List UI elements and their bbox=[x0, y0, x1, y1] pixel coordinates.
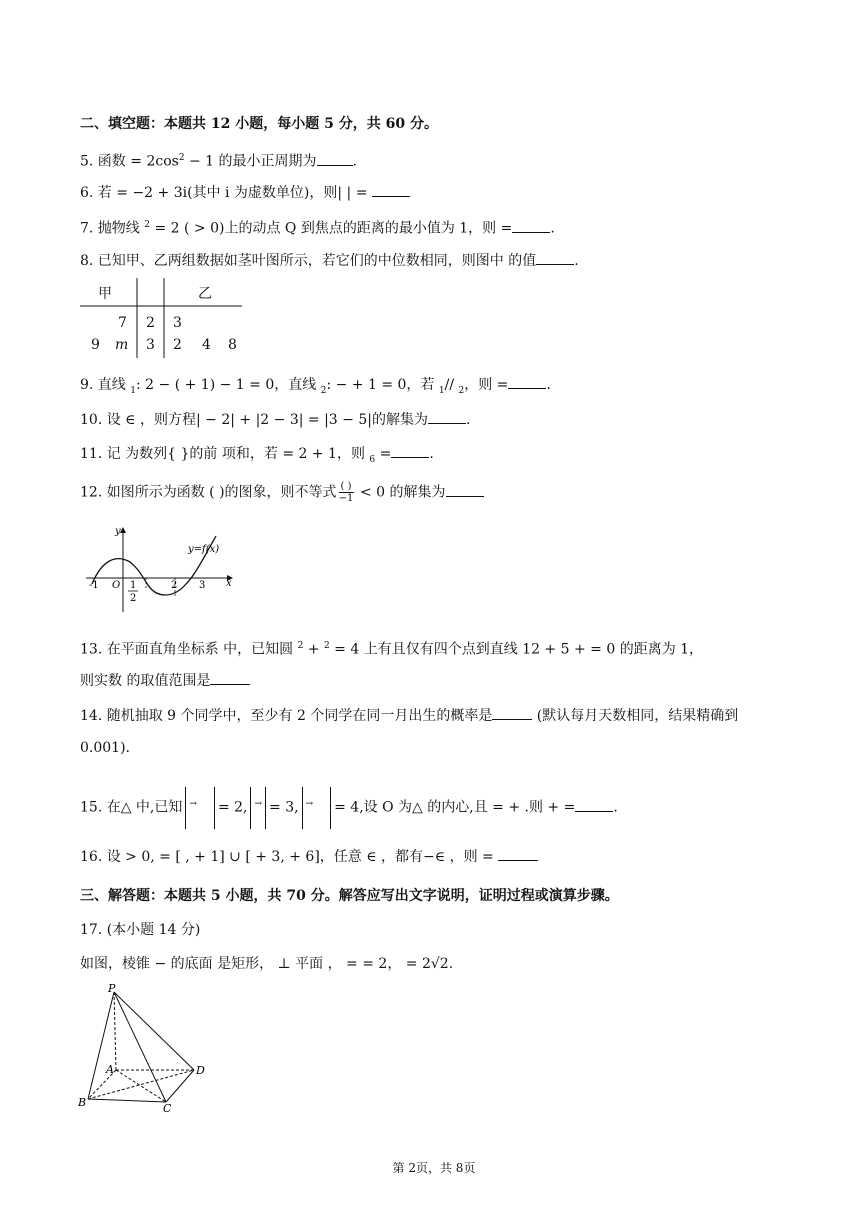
answer-blank[interactable] bbox=[428, 409, 466, 424]
stem-cell: 2 bbox=[146, 315, 155, 331]
vertex-label-D: D bbox=[196, 1064, 205, 1077]
question-9 bbox=[80, 374, 551, 401]
q13-sup: 2 bbox=[324, 641, 330, 651]
answer-blank[interactable] bbox=[536, 250, 574, 265]
answer-blank[interactable] bbox=[317, 151, 353, 166]
question-11 bbox=[80, 443, 434, 470]
q12-fraction bbox=[339, 481, 354, 504]
edge-PA bbox=[114, 992, 116, 1070]
edge-BD bbox=[88, 1070, 194, 1099]
y-axis-label: y bbox=[115, 526, 121, 537]
abs-bar bbox=[250, 787, 251, 829]
stem-leaf-cell: 7 bbox=[118, 315, 127, 331]
question-15 bbox=[80, 782, 618, 830]
q7-text: 7. 抛物线 bbox=[80, 220, 145, 237]
q9-end: . bbox=[546, 377, 551, 393]
q5-end: . bbox=[352, 153, 357, 170]
vector-arrow: → bbox=[189, 799, 197, 809]
abs-bar bbox=[185, 787, 186, 829]
function-graph bbox=[82, 522, 242, 614]
q9-sub: 1 bbox=[130, 385, 136, 396]
question-14 bbox=[80, 705, 738, 726]
q9-text-3: : − + 1 = 0，若 bbox=[326, 377, 439, 393]
stem-leaf-cell: 9 bbox=[91, 337, 100, 353]
q8-end: . bbox=[574, 253, 579, 269]
q11-text: 11. 记 为数列{ }的前 项和，若 = 2 + 1，则 bbox=[80, 446, 370, 462]
section-heading-solutions: 三、解答题：本题共 5 小题，共 70 分。解答应写出文字说明，证明过程或演算步骤。 bbox=[80, 888, 619, 904]
fraction-numerator: ( ) bbox=[340, 481, 352, 492]
answer-blank[interactable] bbox=[575, 797, 613, 812]
pyramid-figure bbox=[78, 982, 208, 1112]
tick-label: 3 bbox=[199, 580, 206, 591]
q10-end: . bbox=[465, 412, 471, 428]
section-heading-fill-in: 二、填空题：本题共 12 小题，每小题 5 分，共 60 分。 bbox=[80, 116, 438, 132]
edge-PD bbox=[114, 992, 194, 1070]
tick-label: 2 bbox=[171, 580, 178, 591]
question-17 bbox=[80, 954, 453, 974]
question-8 bbox=[80, 250, 579, 271]
question-5 bbox=[80, 148, 357, 172]
q11-text-2: = bbox=[375, 446, 392, 462]
q9-sub: 2 bbox=[458, 385, 465, 396]
vertex-label-A: A bbox=[106, 1063, 114, 1076]
question-16 bbox=[80, 846, 538, 867]
x-axis-label: x bbox=[226, 578, 232, 589]
question-13-cont bbox=[80, 670, 250, 691]
vector-arrow: → bbox=[254, 799, 263, 809]
question-10 bbox=[80, 409, 470, 430]
q11-sub: 6 bbox=[369, 454, 376, 465]
question-6 bbox=[80, 182, 410, 203]
q15-text-4: = 4,设 O 为△ 的内心,且 = + .则 + = bbox=[334, 799, 576, 816]
fraction-denominator: −1 bbox=[338, 493, 354, 504]
q9-text-2: : 2 − ( + 1) − 1 = 0，直线 bbox=[136, 377, 321, 393]
q17-sqrt: √2 bbox=[430, 956, 449, 972]
edge-PC bbox=[114, 992, 166, 1102]
q15-text-2: = 2, bbox=[217, 799, 248, 816]
edge-BC bbox=[88, 1099, 166, 1102]
stem-leaf-plot bbox=[80, 278, 250, 358]
q5-text-2: − 1 的最小正周期为 bbox=[184, 153, 317, 170]
answer-blank[interactable] bbox=[391, 443, 429, 458]
q17-text: 如图，棱锥 − 的底面 是矩形， ⊥ 平面 ， = = 2， = 2 bbox=[80, 956, 431, 972]
q14-text: 14. 随机抽取 9 个同学中，至少有 2 个同学在同一月出生的概率是 bbox=[80, 708, 493, 724]
vertex-label-B: B bbox=[78, 1096, 87, 1109]
answer-blank[interactable] bbox=[446, 482, 484, 497]
abs-bar bbox=[330, 787, 331, 829]
q9-text-4: // bbox=[444, 377, 459, 393]
q17-end: . bbox=[448, 956, 454, 972]
answer-blank[interactable] bbox=[512, 218, 550, 233]
q9-text-5: ，则 = bbox=[464, 377, 509, 393]
q7-sup: 2 bbox=[144, 220, 150, 230]
q13-text-2: + bbox=[303, 641, 324, 658]
q7-end: . bbox=[550, 220, 555, 237]
q9-sub: 1 bbox=[438, 385, 445, 396]
q10-text: 10. 设 ∈ ，则方程| − 2| + |2 − 3| = |3 − 5|的解集为 bbox=[80, 412, 428, 428]
q15-text: 15. 在△ 中,已知 bbox=[80, 799, 183, 816]
q5-text: 5. 函数 bbox=[80, 153, 131, 170]
stem-left-header: 甲 bbox=[98, 286, 112, 302]
question-7 bbox=[80, 215, 555, 239]
answer-blank[interactable] bbox=[498, 846, 538, 861]
answer-blank[interactable] bbox=[492, 705, 532, 720]
q8-text: 8. 已知甲、乙两组数据如茎叶图所示，若它们的中位数相同，则图中 的值 bbox=[80, 253, 537, 269]
q7-text-2: = 2 ( > 0)上的动点 Q 到焦点的距离的最小值为 1，则 = bbox=[150, 220, 513, 237]
tick-label: -1 bbox=[89, 580, 99, 591]
abs-bar bbox=[265, 787, 266, 829]
q12-text: 12. 如图所示为函数 ( )的图象，则不等式 bbox=[80, 484, 337, 501]
q13-text-4: 则实数 的取值范围是 bbox=[80, 673, 211, 689]
answer-blank[interactable] bbox=[210, 670, 250, 685]
question-13 bbox=[80, 636, 703, 660]
q14-text-2: (默认每月天数相同，结果精确到 bbox=[532, 708, 739, 724]
abs-bar bbox=[302, 787, 303, 829]
edge-PB bbox=[88, 992, 114, 1099]
q15-text-3: = 3, bbox=[269, 799, 299, 816]
stem-leaf-cell: 3 bbox=[173, 315, 182, 331]
stem-leaf-cell: 4 bbox=[202, 337, 211, 353]
answer-blank[interactable] bbox=[372, 182, 410, 197]
q13-sup: 2 bbox=[297, 641, 304, 651]
q5-sup: 2 bbox=[178, 153, 185, 163]
page-footer: 第 2页，共 8页 bbox=[392, 1161, 476, 1175]
stem-cell: 3 bbox=[146, 337, 155, 353]
stem-right-header: 乙 bbox=[198, 286, 212, 302]
q13-text-3: = 4 上有且仅有四个点到直线 12 + 5 + = 0 的距离为 1， bbox=[329, 641, 704, 658]
origin-label: O bbox=[112, 580, 121, 591]
q15-end: . bbox=[613, 799, 618, 816]
q12-text-2: < 0 的解集为 bbox=[355, 484, 446, 501]
abs-bar bbox=[214, 787, 215, 829]
edge-CD bbox=[166, 1070, 194, 1102]
tick-label: 2 bbox=[130, 593, 137, 604]
stem-leaf-cell: m bbox=[115, 337, 129, 353]
q6-text: 6. 若 = −2 + 3i(其中 i 为虚数单位)，则| | = bbox=[80, 185, 372, 201]
stem-leaf-cell: 8 bbox=[228, 337, 237, 353]
q13-text: 13. 在平面直角坐标系 中，已知圆 bbox=[80, 641, 298, 658]
q9-text: 9. 直线 bbox=[80, 377, 131, 393]
q16-text: 16. 设 > 0, = [ , + 1] ∪ [ + 3, + 6]，任意 ∈ ，都有−∈ ，则 = bbox=[80, 849, 499, 865]
tick-label: 1 bbox=[130, 580, 137, 591]
vertex-label-P: P bbox=[108, 982, 116, 995]
vertex-label-C: C bbox=[163, 1102, 172, 1112]
q11-end: . bbox=[429, 446, 434, 462]
question-12 bbox=[80, 481, 484, 504]
vector-arrow: → bbox=[305, 799, 314, 809]
question-14-cont bbox=[80, 738, 130, 758]
question-17-title: 17. (本小题 14 分) bbox=[80, 922, 201, 938]
q14-text-3: 0.001). bbox=[80, 740, 130, 756]
answer-blank[interactable] bbox=[508, 374, 546, 389]
q5-expr: = 2cos bbox=[130, 153, 179, 170]
curve-label: y=f(x) bbox=[188, 544, 220, 555]
stem-leaf-cell: 2 bbox=[173, 337, 182, 353]
q9-sub: 2 bbox=[320, 385, 327, 396]
